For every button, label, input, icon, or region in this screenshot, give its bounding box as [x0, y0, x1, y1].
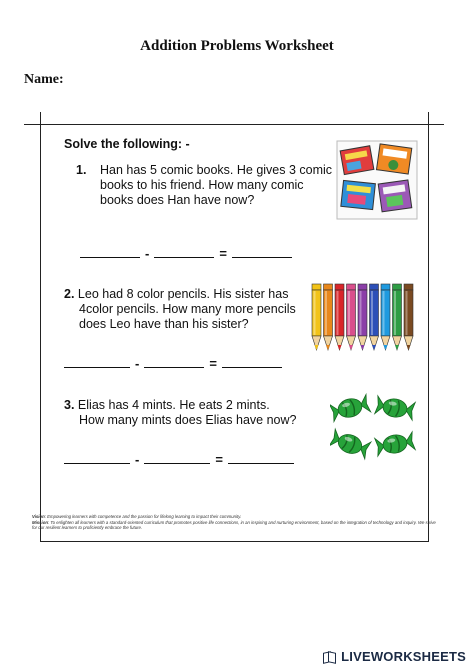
- pencil-icon: [370, 284, 379, 350]
- pencil-icon: [335, 284, 344, 350]
- question-3-number: 3.: [64, 398, 75, 412]
- left-border: [40, 112, 41, 542]
- pencil-icon: [347, 284, 356, 350]
- question-1-number: 1.: [76, 163, 87, 177]
- mission-label: Mission: [32, 519, 48, 525]
- question-2: [64, 287, 296, 332]
- worksheet-title: Addition Problems Worksheet: [140, 38, 334, 54]
- question-2-number: 2.: [64, 287, 75, 301]
- pencil-icon: [358, 284, 367, 350]
- mints-image: [330, 390, 420, 464]
- name-label: Name:: [24, 72, 64, 87]
- minus-sign: -: [145, 246, 150, 261]
- mission-text: : To enlighten all learners with a standard-oriented curriculum that promotes positive life connections, in an inspiring and nurturing environment, based on the integration of technology and inquiry. We strive for our resilient learners to proficiently embrace the future.: [32, 519, 436, 531]
- pencil-icon: [404, 284, 413, 350]
- minus-sign: -: [135, 452, 140, 467]
- question-3-line-2: How many mints does Elias have now?: [79, 413, 297, 427]
- mint-candy-icon: [330, 394, 371, 421]
- question-1-line-2: books to his friend. How many comic: [100, 178, 304, 192]
- equals-sign: =: [209, 356, 217, 371]
- pencil-icon: [381, 284, 390, 350]
- answer-blank-1c[interactable]: [232, 247, 292, 258]
- bottom-border: [40, 541, 428, 542]
- mint-candy-icon: [375, 396, 416, 420]
- equals-sign: =: [219, 246, 227, 261]
- question-3: [64, 398, 296, 428]
- question-2-line-3: does Leo have than his sister?: [79, 317, 249, 331]
- pencil-icon: [393, 284, 402, 350]
- pencil-icon: [324, 284, 333, 350]
- brand-text: LIVEWORKSHEETS: [341, 649, 466, 664]
- answer-blank-3a[interactable]: [64, 453, 130, 464]
- liveworksheets-logo-icon: [323, 651, 337, 663]
- question-3-line-1: Elias has 4 mints. He eats 2 mints.: [77, 398, 270, 412]
- answer-blank-1a[interactable]: [80, 247, 140, 258]
- question-2-line-1: Leo had 8 color pencils. His sister has: [77, 287, 289, 301]
- color-pencils-image: [308, 280, 416, 356]
- answer-blank-1b[interactable]: [154, 247, 214, 258]
- answer-blank-3c[interactable]: [228, 453, 294, 464]
- pencil-icon: [312, 284, 321, 350]
- answer-blank-2b[interactable]: [144, 357, 204, 368]
- equals-sign: =: [215, 452, 223, 467]
- mint-candy-icon: [330, 429, 371, 459]
- right-border: [428, 112, 429, 542]
- question-3-equation: [64, 452, 294, 467]
- school-footer: [32, 514, 442, 531]
- top-rule: [24, 124, 444, 125]
- answer-blank-2c[interactable]: [222, 357, 282, 368]
- question-1: [76, 163, 332, 208]
- liveworksheets-brand[interactable]: [323, 649, 466, 664]
- answer-blank-3b[interactable]: [144, 453, 210, 464]
- question-1-line-3: books does Han have now?: [100, 193, 255, 207]
- vision-text: : Empowering learners with competence and the passion for lifelong learning to impact their community.: [44, 514, 242, 519]
- question-2-equation: [64, 356, 282, 371]
- question-2-line-2: 4color pencils. How many more pencils: [79, 302, 296, 316]
- comic-books-image: [336, 140, 418, 220]
- instructions-heading: Solve the following: -: [64, 137, 190, 151]
- question-1-equation: [80, 246, 292, 261]
- mint-candy-icon: [375, 432, 416, 456]
- answer-blank-2a[interactable]: [64, 357, 130, 368]
- vision-label: Vision: [32, 514, 45, 519]
- minus-sign: -: [135, 356, 140, 371]
- question-1-line-1: Han has 5 comic books. He gives 3 comic: [100, 163, 333, 177]
